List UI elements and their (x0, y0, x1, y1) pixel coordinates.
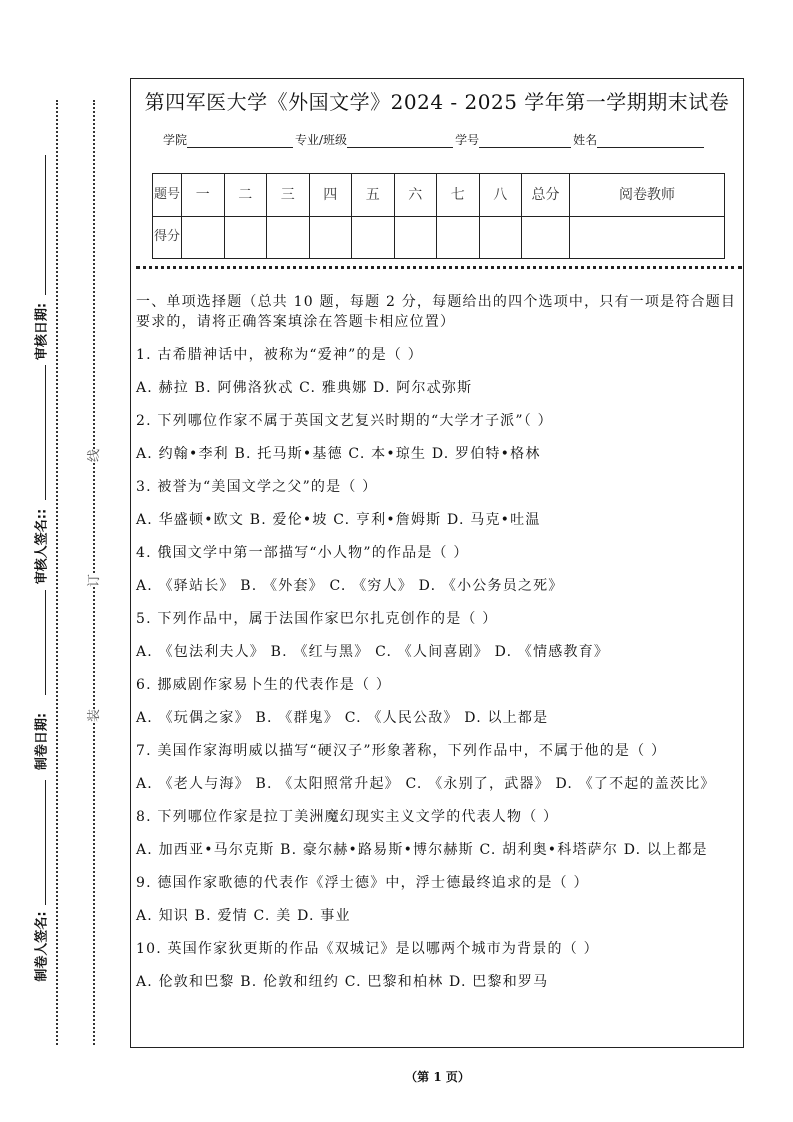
binding-line-inner (93, 100, 95, 1045)
question-text: 1. 古希腊神话中，被称为“爱神”的是（ ） (136, 347, 423, 363)
column-header: 三 (267, 174, 310, 217)
binding-char-bind: 装 (83, 709, 102, 722)
name-label: 姓名 (573, 133, 598, 147)
signature-line (45, 780, 46, 905)
question-options: A. 伦敦和巴黎 B. 伦敦和纽约 C. 巴黎和柏林 D. 巴黎和罗马 (136, 974, 549, 990)
score-cell[interactable] (522, 216, 570, 259)
dotted-divider (136, 266, 742, 269)
section-heading: 一、单项选择题（总共 10 题，每题 2 分，每题给出的四个选项中，只有一项是符合题目要求的，请将正确答案填涂在答题卡相应位置） (136, 294, 737, 330)
signature-line (45, 365, 46, 500)
score-cell[interactable] (570, 216, 725, 259)
reviewer-signature-label: 审核人签名:: (34, 508, 50, 585)
major-label: 专业/班级 (295, 133, 348, 147)
student-info-fields (163, 131, 706, 148)
binding-char-line: 线 (83, 449, 102, 462)
student-id-input[interactable] (479, 133, 571, 148)
student-id-label: 学号 (455, 133, 480, 147)
column-header-total: 总分 (522, 174, 570, 217)
score-cell[interactable] (352, 216, 395, 259)
signature-line (45, 155, 46, 295)
column-header: 八 (479, 174, 522, 217)
question-text: 3. 被誉为“美国文学之父”的是（ ） (136, 479, 378, 495)
question-options: A. 华盛顿•欧文 B. 爱伦•坡 C. 亨利•詹姆斯 D. 马克•吐温 (136, 512, 541, 528)
score-cell[interactable] (224, 216, 267, 259)
score-cell[interactable] (309, 216, 352, 259)
question-text: 2. 下列哪位作家不属于英国文艺复兴时期的“大学才子派”（ ） (136, 413, 553, 429)
question-options: A. 知识 B. 爱情 C. 美 D. 事业 (136, 908, 351, 924)
signature-line (45, 590, 46, 695)
column-header: 二 (224, 174, 267, 217)
make-date-label: 制卷日期: (34, 712, 50, 771)
column-header: 一 (182, 174, 225, 217)
score-cell[interactable] (267, 216, 310, 259)
question-text: 6. 挪威剧作家易卜生的代表作是（ ） (136, 677, 392, 693)
score-table-header-row (153, 174, 725, 217)
question-options: A. 加西亚•马尔克斯 B. 豪尔赫•路易斯•博尔赫斯 C. 胡利奥•科塔萨尔 D. 以上都是 (136, 842, 708, 858)
question-options: A. 约翰•李利 B. 托马斯•基德 C. 本•琼生 D. 罗伯特•格林 (136, 446, 541, 462)
exam-title: 第四军医大学《外国文学》2024 - 2025 学年第一学期期末试卷 (144, 90, 730, 114)
question-text: 9. 德国作家歌德的代表作《浮士德》中，浮士德最终追求的是（ ） (136, 875, 589, 891)
binding-char-staple: 订 (83, 574, 102, 587)
question-options: A. 《包法利夫人》 B. 《红与黑》 C. 《人间喜剧》 D. 《情感教育》 (136, 644, 610, 660)
column-header: 五 (352, 174, 395, 217)
score-table (152, 173, 725, 259)
score-table-score-row (153, 216, 725, 259)
question-options: A. 《老人与海》 B. 《太阳照常升起》 C. 《永别了，武器》 D. 《了不起的盖茨比》 (136, 776, 716, 792)
column-header: 四 (309, 174, 352, 217)
score-cell[interactable] (394, 216, 437, 259)
score-cell[interactable] (182, 216, 225, 259)
college-input[interactable] (187, 133, 293, 148)
question-options: A. 《玩偶之家》 B. 《群鬼》 C. 《人民公敌》 D. 以上都是 (136, 710, 549, 726)
college-label: 学院 (163, 133, 188, 147)
question-options: A. 赫拉 B. 阿佛洛狄忒 C. 雅典娜 D. 阿尔忒弥斯 (136, 380, 473, 396)
row-header-score: 得分 (153, 216, 182, 259)
column-header: 六 (394, 174, 437, 217)
question-text: 10. 英国作家狄更斯的作品《双城记》是以哪两个城市为背景的（ ） (136, 941, 599, 957)
question-text: 8. 下列哪位作家是拉丁美洲魔幻现实主义文学的代表人物（ ） (136, 809, 559, 825)
question-text: 7. 美国作家海明威以描写“硬汉子”形象著称，下列作品中，不属于他的是（ ） (136, 743, 667, 759)
name-input[interactable] (597, 133, 704, 148)
section-single-choice (136, 292, 740, 1005)
score-cell[interactable] (479, 216, 522, 259)
major-input[interactable] (347, 133, 453, 148)
question-text: 5. 下列作品中，属于法国作家巴尔扎克创作的是（ ） (136, 611, 498, 627)
row-header-question-number: 题号 (153, 174, 182, 217)
review-date-label: 审核日期: (34, 302, 50, 361)
page-number: （第 1 页） (405, 1070, 470, 1084)
binding-line-outer (56, 100, 58, 1045)
maker-signature-label: 制卷人签名: (34, 911, 50, 982)
column-header-grader: 阅卷教师 (570, 174, 725, 217)
score-cell[interactable] (437, 216, 480, 259)
question-options: A. 《驿站长》 B. 《外套》 C. 《穷人》 D. 《小公务员之死》 (136, 578, 564, 594)
question-text: 4. 俄国文学中第一部描写“小人物”的作品是（ ） (136, 545, 469, 561)
column-header: 七 (437, 174, 480, 217)
